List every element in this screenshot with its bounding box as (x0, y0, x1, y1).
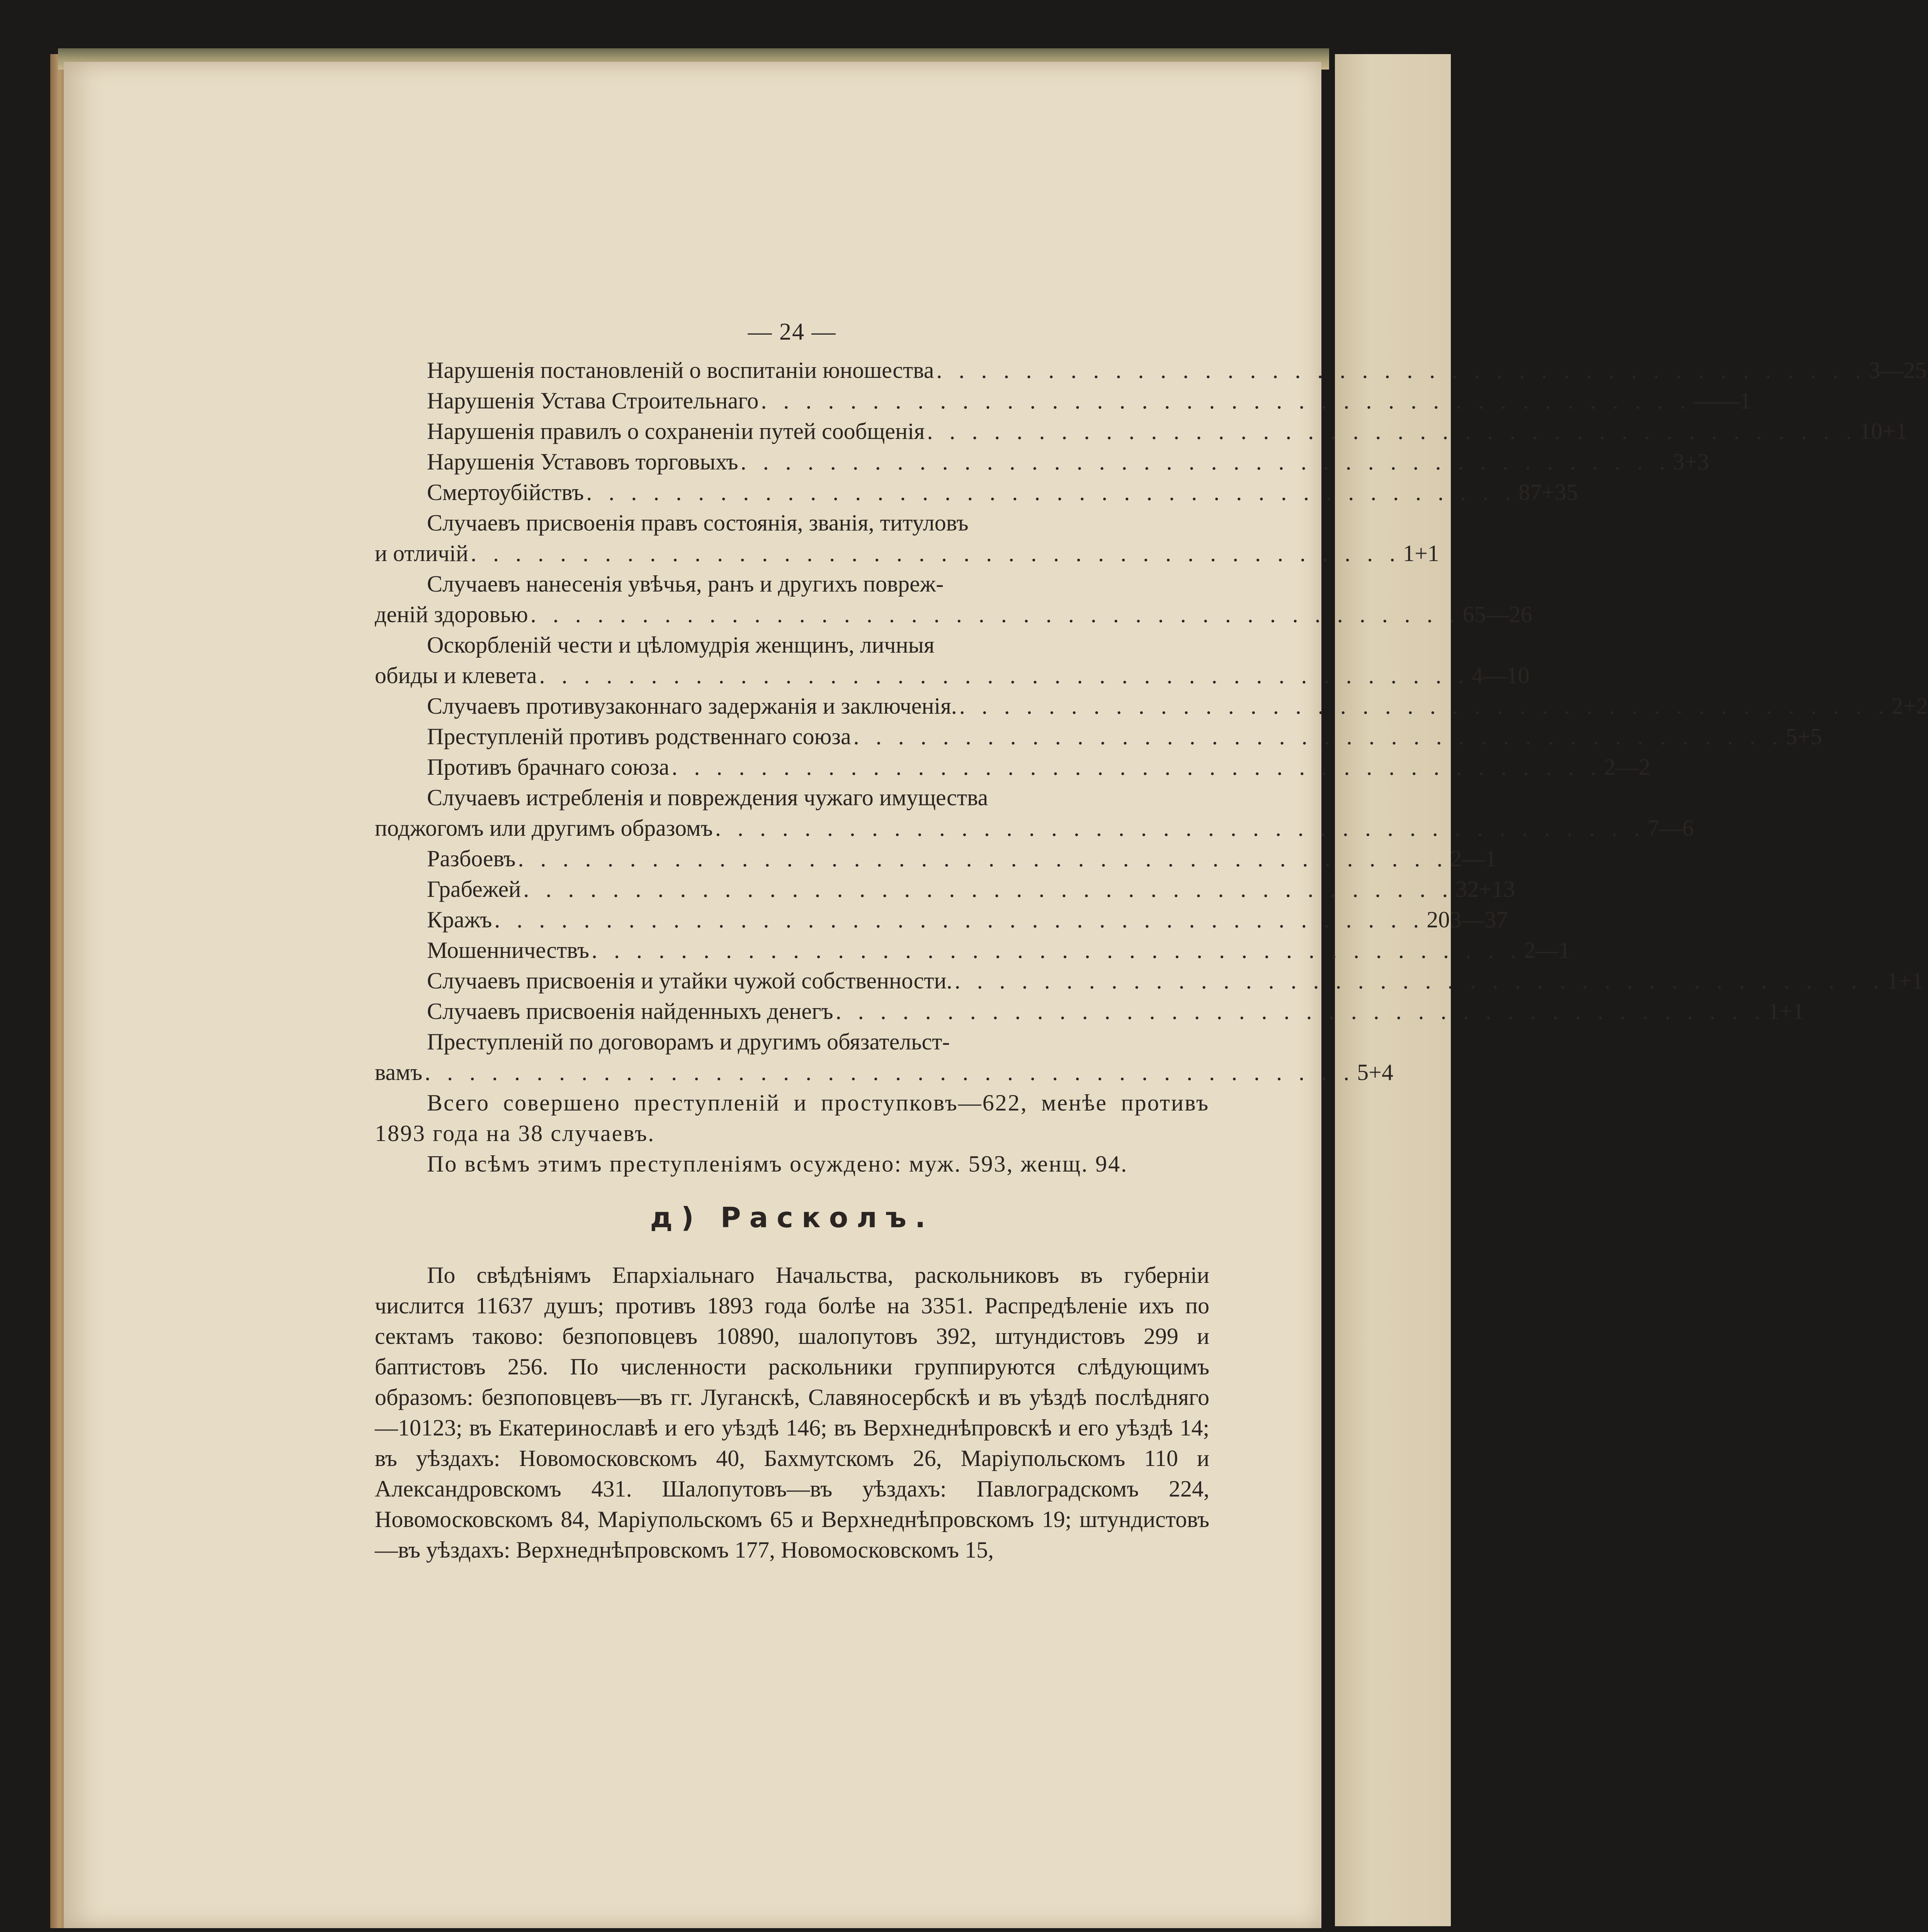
leader-dots: . . . . . . . . . . . . . . . . . . . . . . . . . . . . . . . . . . . . . . . . . . (518, 846, 1448, 871)
statistics-change: 37 (1484, 907, 1508, 932)
leader-dots: . . . . . . . . . . . . . . . . . . . . . . . . . . . . . . . . . . . . . . . . . . (761, 388, 1691, 413)
statistics-row-label: Случаевъ присвоенія и утайки чужой собственности. (427, 968, 952, 993)
statistics-row (375, 538, 1439, 569)
statistics-change-sign: + (1479, 876, 1492, 902)
statistics-row (375, 416, 1908, 447)
leader-dots: . . . . . . . . . . . . . . . . . . . . . . . . . . . . . . . . . . . . . . . . . . (740, 449, 1671, 474)
statistics-row-label: вамъ (375, 1060, 423, 1085)
statistics-change-sign: — (1535, 937, 1559, 963)
statistics-row-label: обиды и клевета (375, 663, 537, 688)
statistics-change-sign: + (1797, 724, 1811, 749)
section-heading: д) Расколъ. (650, 1201, 934, 1234)
page-text (375, 317, 1928, 1565)
statistics-change-sign: + (1369, 1060, 1382, 1085)
statistics-row-label: Грабежей (427, 876, 521, 902)
statistics-change-sign: + (1779, 998, 1793, 1024)
statistics-count: 1 (1403, 541, 1415, 566)
leader-dots: . . . . . . . . . . . . . . . . . . . . . . . . . . . . . . . . . . . . . . . . . . (539, 663, 1469, 688)
statistics-row (375, 813, 1694, 844)
statistics-change-sign: — (1880, 357, 1904, 383)
statistics-row-lead: Случаевъ истребленія и повреждения чужаго имущества (427, 785, 988, 810)
statistics-change: 1 (1739, 388, 1751, 413)
statistics-row-label: Мошенничествъ (427, 937, 590, 963)
leader-dots: . . . . . . . . . . . . . . . . . . . . . . . . . . . . . . . . . . . . . . . . . . (927, 418, 1857, 444)
statistics-change: 1 (1427, 541, 1439, 566)
statistics-row (375, 1057, 1394, 1088)
statistics-row (375, 966, 1923, 996)
statistics-change-sign: — (1716, 388, 1740, 413)
statistics-change: 1 (1792, 998, 1804, 1024)
statistics-change-sign: + (1882, 418, 1896, 444)
statistics-change: 3 (1697, 449, 1709, 474)
statistics-count: 65 (1462, 602, 1486, 627)
statistics-change-sign: — (1462, 846, 1485, 871)
statistics-row-label: Разбоевъ (427, 846, 516, 871)
statistics-row-label: Нарушенія постановленій о воспитаніи юношества (427, 357, 934, 383)
statistics-row-label: и отличій (375, 541, 469, 566)
statistics-change-sign: — (1615, 754, 1639, 780)
leader-dots: . . . . . . . . . . . . . . . . . . . . . . . . . . . . . . . . . . . . . . . . . . (425, 1060, 1355, 1085)
statistics-row (375, 844, 1497, 874)
statistics-change-sign: + (1542, 480, 1555, 505)
statistics-row (375, 599, 1532, 630)
leader-dots: . . . . . . . . . . . . . . . . . . . . . . . . . . . . . . . . . . . . . . . . . . (523, 876, 1454, 902)
leader-dots: . . . . . . . . . . . . . . . . . . . . . . . . . . . . . . . . . . . . . . . . . . (853, 724, 1783, 749)
statistics-count: 2 (1450, 846, 1462, 871)
schism-paragraph: По свѣдѣніямъ Епархіальнаго Начальства, раскольниковъ въ губерніи числится 11637 душъ; противъ 1893 года болѣе на 3351. Распредѣленіе ихъ по сектамъ таково: безпоповцевъ 10890, шалопутовъ 392, штундистовъ 299 и баптистовъ 256. По численности раскольники группируются слѣдующимъ образомъ: безпоповцевъ—въ гг. Луганскѣ, Славяносербскѣ и въ уѣздѣ послѣдняго—10123; въ Екатеринославѣ и его уѣздѣ 146; въ Верхнеднѣпровскѣ и его уѣздѣ 14; въ уѣздахъ: Новомосковскомъ 40, Бахмутскомъ 26, Маріупольскомъ 110 и Александровскомъ 431. Шалопутовъ—въ уѣздахъ: Павлоградскомъ 224, Новомосковскомъ 84, Маріупольскомъ 65 и Верхнеднѣпровскомъ 19; штундистовъ—въ уѣздахъ: Верхнеднѣпровскомъ 177, Новомосковскомъ 15, (375, 1262, 1209, 1563)
statistics-row-label: Преступленій противъ родственнаго союза (427, 724, 851, 749)
statistics-row (375, 660, 1530, 691)
statistics-count: 3 (1673, 449, 1685, 474)
statistics-count: 87 (1518, 480, 1542, 505)
statistics-row-lead: Преступленій по договорамъ и другимъ обязательст- (427, 1029, 950, 1054)
statistics-change: 6 (1682, 815, 1694, 841)
statistics-row-label: Нарушенія Устава Строительнаго (427, 388, 759, 413)
leader-dots: . . . . . . . . . . . . . . . . . . . . . . . . . . . . . . . . . . . . . . . . . . (959, 693, 1889, 719)
statistics-change-sign: — (1659, 815, 1682, 841)
statistics-change: 4 (1382, 1060, 1394, 1085)
statistics-change: 5 (1810, 724, 1822, 749)
statistics-row (375, 721, 1822, 752)
leader-dots: . . . . . . . . . . . . . . . . . . . . . . . . . . . . . . . . . . . . . . . . . . (530, 602, 1460, 627)
leader-dots: . . . . . . . . . . . . . . . . . . . . . . . . . . . . . . . . . . . . . . . . . . (715, 815, 1645, 841)
statistics-change: 2 (1916, 693, 1928, 719)
statistics-row (375, 691, 1928, 721)
statistics-count: — (1693, 388, 1717, 413)
statistics-change: 25 (1903, 357, 1927, 383)
statistics-row-label: Случаевъ присвоенія найденныхъ денегъ (427, 998, 833, 1024)
statistics-change: 1 (1559, 937, 1571, 963)
statistics-row (375, 905, 1508, 935)
statistics-row-lead: Случаевъ присвоенія правъ состоянія, званія, титуловъ (427, 510, 969, 536)
statistics-row (375, 996, 1804, 1027)
statistics-change-sign: + (1903, 693, 1916, 719)
crime-statistics-list (375, 355, 1928, 1088)
statistics-row-lead: Случаевъ нанесенія увѣчья, ранъ и другихъ повреж- (427, 571, 944, 597)
statistics-row-label: деній здоровью (375, 602, 528, 627)
statistics-change: 10 (1506, 663, 1530, 688)
leader-dots: . . . . . . . . . . . . . . . . . . . . . . . . . . . . . . . . . . . . . . . . . . (936, 357, 1867, 383)
statistics-count: 5 (1357, 1060, 1369, 1085)
leader-dots: . . . . . . . . . . . . . . . . . . . . . . . . . . . . . . . . . . . . . . . . . . (672, 754, 1602, 780)
statistics-count: 7 (1647, 815, 1659, 841)
statistics-row (375, 386, 1751, 416)
statistics-row-lead: Оскорбленій чести и цѣломудрія женщинъ, личныя (427, 632, 935, 658)
statistics-change: 1 (1911, 968, 1923, 993)
statistics-row-label: Смертоубійствъ (427, 480, 584, 505)
statistics-row (375, 477, 1578, 508)
leader-dots: . . . . . . . . . . . . . . . . . . . . . . . . . . . . . . . . . . . . . . . . . . (586, 480, 1517, 505)
statistics-row-label: Случаевъ противузаконнаго задержанія и заключенія. (427, 693, 957, 719)
statistics-count: 32 (1455, 876, 1479, 902)
statistics-count: 10 (1859, 418, 1883, 444)
statistics-row (375, 447, 1709, 477)
statistics-change-sign: + (1684, 449, 1698, 474)
statistics-count: 203 (1426, 907, 1462, 932)
statistics-count: 4 (1471, 663, 1483, 688)
leader-dots: . . . . . . . . . . . . . . . . . . . . . . . . . . . . . . . . . . . . . . . . . . (494, 907, 1425, 932)
statistics-row (375, 355, 1927, 386)
statistics-change: 2 (1639, 754, 1651, 780)
statistics-row-label: Кражъ (427, 907, 492, 932)
statistics-count: 2 (1604, 754, 1616, 780)
statistics-count: 2 (1524, 937, 1536, 963)
statistics-row-label: Нарушенія Уставовъ торговыхъ (427, 449, 738, 474)
statistics-change-sign: + (1898, 968, 1912, 993)
statistics-change-sign: + (1415, 541, 1428, 566)
page-number: — 24 — (748, 319, 836, 345)
leader-dots: . . . . . . . . . . . . . . . . . . . . . . . . . . . . . . . . . . . . . . . . . . (954, 968, 1885, 993)
statistics-row (375, 935, 1571, 966)
statistics-change: 1 (1896, 418, 1908, 444)
statistics-change: 26 (1509, 602, 1532, 627)
statistics-count: 2 (1891, 693, 1903, 719)
statistics-change-sign: — (1486, 602, 1509, 627)
statistics-change: 1 (1485, 846, 1497, 871)
statistics-row-label: Нарушенія правилъ о сохраненіи путей сообщенія (427, 418, 925, 444)
statistics-count: 3 (1868, 357, 1880, 383)
statistics-change-sign: — (1461, 907, 1485, 932)
leader-dots: . . . . . . . . . . . . . . . . . . . . . . . . . . . . . . . . . . . . . . . . . . (471, 541, 1401, 566)
statistics-count: 1 (1768, 998, 1780, 1024)
leader-dots: . . . . . . . . . . . . . . . . . . . . . . . . . . . . . . . . . . . . . . . . . . (592, 937, 1522, 963)
convicted-paragraph: По всѣмъ этимъ преступленіямъ осуждено: муж. 593, женщ. 94. (427, 1151, 1128, 1177)
statistics-count: 5 (1785, 724, 1797, 749)
statistics-change-sign: — (1483, 663, 1506, 688)
statistics-row (375, 874, 1515, 905)
statistics-row (375, 752, 1651, 782)
statistics-change: 35 (1555, 480, 1578, 505)
statistics-change: 13 (1492, 876, 1515, 902)
statistics-count: 1 (1887, 968, 1899, 993)
total-paragraph: Всего совершено преступленій и проступковъ—622, менѣе противъ 1893 года на 38 случаевъ. (375, 1090, 1209, 1146)
statistics-row-label: Противъ брачнаго союза (427, 754, 670, 780)
leader-dots: . . . . . . . . . . . . . . . . . . . . . . . . . . . . . . . . . . . . . . . . . . (835, 998, 1766, 1024)
statistics-row-label: поджогомъ или другимъ образомъ (375, 815, 713, 841)
